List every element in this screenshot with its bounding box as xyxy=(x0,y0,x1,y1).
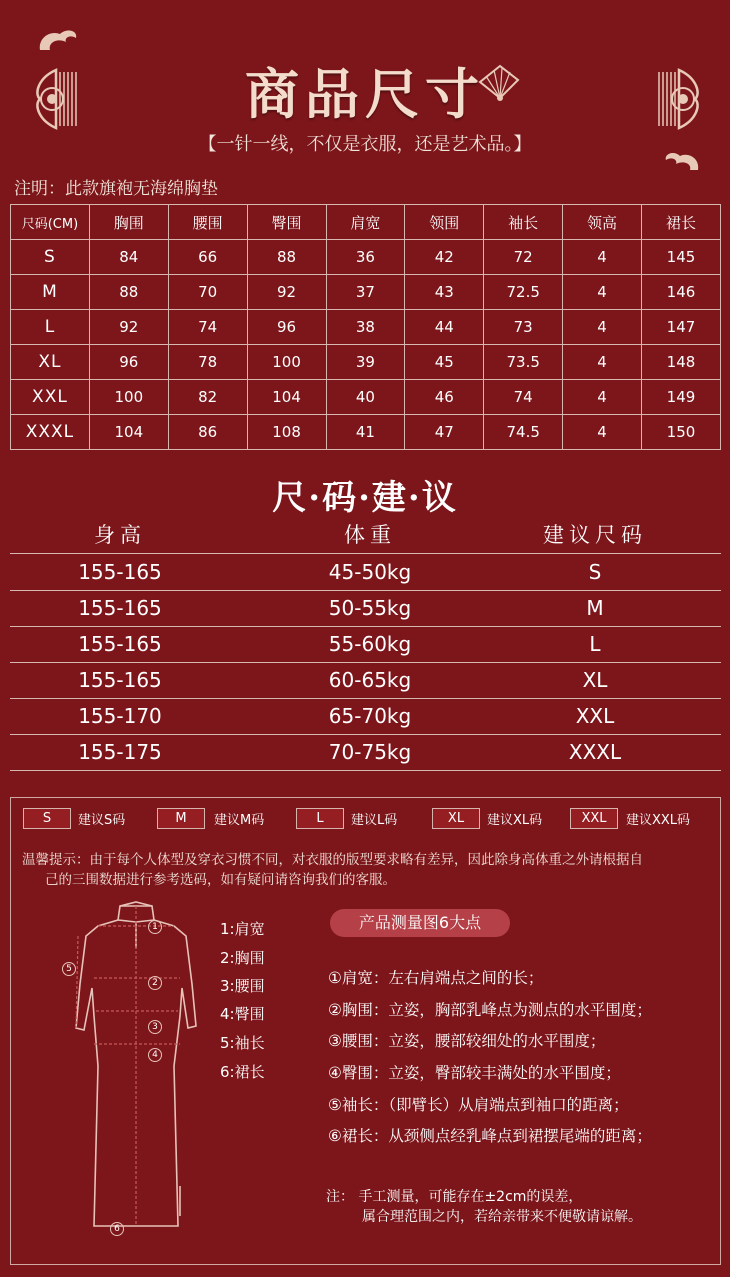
table-cell: 82 xyxy=(168,380,247,415)
page-subtitle: 【一针一线，不仅是衣服，还是艺术品。】 xyxy=(198,134,532,155)
table-cell: 74 xyxy=(484,380,563,415)
table-cell: 72 xyxy=(484,240,563,275)
tip-line-1: 温馨提示：由于每个人体型及穿衣习惯不同，对衣服的版型要求略有差异，因此除身高体重之外请根据自 xyxy=(22,852,643,868)
table-cell: 96 xyxy=(89,345,168,380)
table-cell: XL xyxy=(11,345,90,380)
weight-cell: 45-50kg xyxy=(328,560,412,584)
weight-cell: 55-60kg xyxy=(328,632,412,656)
legend-tag-m: M xyxy=(157,808,205,829)
table-cell: 149 xyxy=(642,380,721,415)
recommend-header xyxy=(10,517,721,554)
header-cell: 领围 xyxy=(405,205,484,240)
size-table xyxy=(10,204,721,450)
header-height: 身高 xyxy=(94,523,146,547)
table-cell: 96 xyxy=(247,310,326,345)
legend-tag-xxl: XXL xyxy=(570,808,618,829)
table-cell: 104 xyxy=(89,415,168,450)
table-row xyxy=(10,734,721,771)
weight-cell: 50-55kg xyxy=(328,596,412,620)
cloud-ornament-icon xyxy=(36,24,80,54)
notice-text: 注明：此款旗袍无海绵胸垫 xyxy=(14,179,218,199)
table-cell: 39 xyxy=(326,345,405,380)
table-cell: 147 xyxy=(642,310,721,345)
table-cell: 43 xyxy=(405,275,484,310)
table-cell: 84 xyxy=(89,240,168,275)
height-cell: 155-165 xyxy=(78,632,162,656)
table-cell: 4 xyxy=(563,310,642,345)
measurement-badge: 产品测量图6大点 xyxy=(330,909,510,937)
legend-label-s: 建议S码 xyxy=(78,813,126,828)
diagram-marker-3: 3 xyxy=(148,1020,162,1034)
diagram-marker-1: 1 xyxy=(148,920,162,934)
table-cell: 88 xyxy=(247,240,326,275)
header-cell: 臀围 xyxy=(247,205,326,240)
footnote-line-2: 属合理范围之内，若给亲带来不便敬请谅解。 xyxy=(362,1209,642,1225)
header-cell: 腰围 xyxy=(168,205,247,240)
header-cell: 尺码(CM) xyxy=(11,205,90,240)
size-cell: XXL xyxy=(575,704,615,728)
table-cell: 4 xyxy=(563,275,642,310)
table-row xyxy=(10,698,721,735)
table-cell: 42 xyxy=(405,240,484,275)
legend-tag-xl: XL xyxy=(432,808,480,829)
table-cell: 74.5 xyxy=(484,415,563,450)
table-cell: 74 xyxy=(168,310,247,345)
measure-item-5: 5:袖长 xyxy=(220,1034,265,1052)
legend-tag-s: S xyxy=(23,808,71,829)
table-cell: L xyxy=(11,310,90,345)
table-row xyxy=(11,275,721,310)
measure-item-4: 4:臀围 xyxy=(220,1005,265,1023)
height-cell: 155-175 xyxy=(78,740,162,764)
table-row xyxy=(11,345,721,380)
tip-text xyxy=(22,850,712,890)
weight-cell: 60-65kg xyxy=(328,668,412,692)
height-cell: 155-165 xyxy=(78,560,162,584)
table-cell: 145 xyxy=(642,240,721,275)
table-cell: 40 xyxy=(326,380,405,415)
table-cell: 41 xyxy=(326,415,405,450)
table-cell: 104 xyxy=(247,380,326,415)
table-cell: 4 xyxy=(563,345,642,380)
header-size: 建议尺码 xyxy=(543,523,647,547)
table-cell: 4 xyxy=(563,415,642,450)
description-3: ③腰围：立姿，腰部较细处的水平围度； xyxy=(328,1032,606,1050)
header-cell: 袖长 xyxy=(484,205,563,240)
table-row xyxy=(10,590,721,627)
diagram-marker-6: 6 xyxy=(110,1222,124,1236)
table-cell: 146 xyxy=(642,275,721,310)
table-cell: 45 xyxy=(405,345,484,380)
table-cell: 92 xyxy=(89,310,168,345)
legend-label-xxl: 建议XXL码 xyxy=(626,813,691,828)
diagram-marker-2: 2 xyxy=(148,976,162,990)
page-title: 商品尺寸 xyxy=(245,62,485,126)
table-cell: XXXL xyxy=(11,415,90,450)
table-cell: 44 xyxy=(405,310,484,345)
footnote-line-1: 注： 手工测量，可能存在±2cm的误差， xyxy=(326,1189,583,1205)
header-cell: 裙长 xyxy=(642,205,721,240)
table-row xyxy=(11,380,721,415)
description-1: ①肩宽：左右肩端点之间的长； xyxy=(328,969,544,987)
table-cell: 47 xyxy=(405,415,484,450)
table-cell: 150 xyxy=(642,415,721,450)
diagram-marker-4: 4 xyxy=(148,1048,162,1062)
table-cell: M xyxy=(11,275,90,310)
height-cell: 155-165 xyxy=(78,668,162,692)
measure-item-2: 2:胸围 xyxy=(220,949,265,967)
description-5: ⑤袖长：（即臂长）从肩端点到袖口的距离； xyxy=(328,1096,629,1114)
size-cell: M xyxy=(586,596,604,620)
measure-item-3: 3:腰围 xyxy=(220,977,265,995)
table-cell: 86 xyxy=(168,415,247,450)
legend-tag-l: L xyxy=(296,808,344,829)
table-cell: 36 xyxy=(326,240,405,275)
header-cell: 胸围 xyxy=(89,205,168,240)
table-cell: 46 xyxy=(405,380,484,415)
table-row xyxy=(11,415,721,450)
table-cell: 100 xyxy=(247,345,326,380)
measure-item-1: 1:肩宽 xyxy=(220,920,265,938)
size-cell: XL xyxy=(582,668,608,692)
table-cell: 100 xyxy=(89,380,168,415)
table-cell: 148 xyxy=(642,345,721,380)
description-6: ⑥裙长：从颈侧点经乳峰点到裙摆尾端的距离； xyxy=(328,1127,652,1145)
weight-cell: 70-75kg xyxy=(328,740,412,764)
diagram-marker-5: 5 xyxy=(62,962,76,976)
size-cell: S xyxy=(588,560,602,584)
table-cell: S xyxy=(11,240,90,275)
table-cell: XXL xyxy=(11,380,90,415)
table-row xyxy=(10,626,721,663)
table-cell: 73.5 xyxy=(484,345,563,380)
tip-line-2: 己的三围数据进行参考选码，如有疑问请咨询我们的客服。 xyxy=(45,872,396,888)
table-cell: 88 xyxy=(89,275,168,310)
size-table-header xyxy=(11,205,721,240)
header-cell: 领高 xyxy=(563,205,642,240)
table-cell: 73 xyxy=(484,310,563,345)
legend-label-l: 建议L码 xyxy=(351,813,398,828)
table-cell: 37 xyxy=(326,275,405,310)
table-row xyxy=(11,240,721,275)
header-weight: 体重 xyxy=(344,523,396,547)
table-cell: 4 xyxy=(563,240,642,275)
table-row xyxy=(10,662,721,699)
size-cell: XXXL xyxy=(568,740,622,764)
table-cell: 78 xyxy=(168,345,247,380)
recommend-title: 尺·码·建·议 xyxy=(272,478,458,518)
legend-label-xl: 建议XL码 xyxy=(487,813,543,828)
table-row xyxy=(11,310,721,345)
measure-item-6: 6:裙长 xyxy=(220,1063,265,1081)
weight-cell: 65-70kg xyxy=(328,704,412,728)
height-cell: 155-165 xyxy=(78,596,162,620)
legend-label-m: 建议M码 xyxy=(214,813,265,828)
table-cell: 4 xyxy=(563,380,642,415)
table-cell: 66 xyxy=(168,240,247,275)
table-cell: 108 xyxy=(247,415,326,450)
description-4: ④臀围：立姿，臀部较丰满处的水平围度； xyxy=(328,1064,621,1082)
height-cell: 155-170 xyxy=(78,704,162,728)
description-2: ②胸围：立姿，胸部乳峰点为测点的水平围度； xyxy=(328,1001,652,1019)
table-cell: 38 xyxy=(326,310,405,345)
table-row xyxy=(10,554,721,591)
table-cell: 72.5 xyxy=(484,275,563,310)
header-cell: 肩宽 xyxy=(326,205,405,240)
table-cell: 70 xyxy=(168,275,247,310)
qipao-diagram-icon xyxy=(58,896,208,1241)
table-cell: 92 xyxy=(247,275,326,310)
size-cell: L xyxy=(589,632,601,656)
